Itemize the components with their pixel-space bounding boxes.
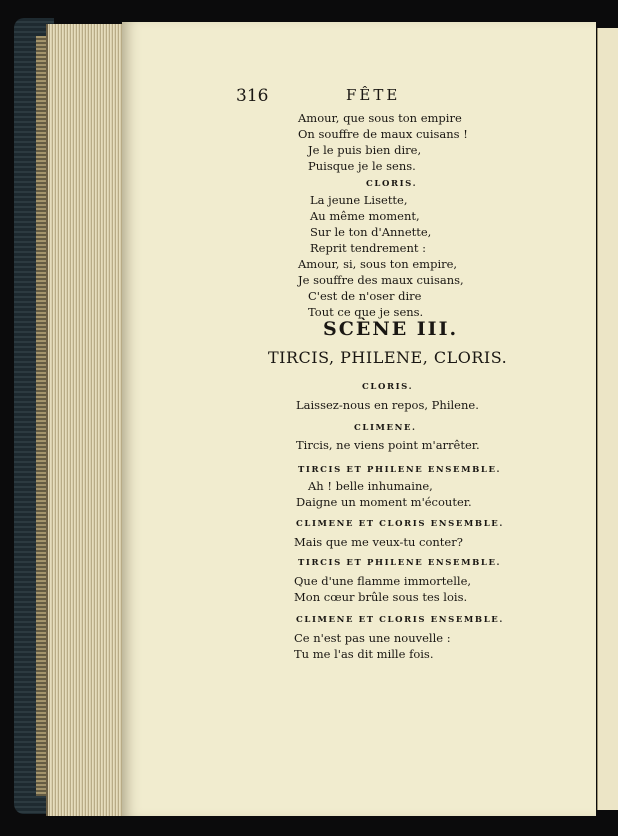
verse-line: Ah ! belle inhumaine, bbox=[308, 479, 433, 493]
verse-line: Mais que me veux-tu conter? bbox=[294, 535, 463, 549]
verse-line: Laissez-nous en repos, Philene. bbox=[296, 398, 479, 412]
spine-gilt-band bbox=[36, 36, 46, 796]
verse-line: Amour, si, sous ton empire, bbox=[298, 257, 458, 271]
verse-line: Amour, que sous ton empire bbox=[298, 111, 462, 125]
page-edges bbox=[46, 24, 128, 816]
verse-line: Tout ce que je sens. bbox=[308, 305, 424, 319]
facing-page-edge bbox=[597, 28, 618, 810]
speaker-label: CLORIS. bbox=[366, 179, 418, 189]
speaker-label: CLIMENE. bbox=[354, 423, 417, 433]
running-head: FÊTE bbox=[346, 86, 401, 104]
page-number: 316 bbox=[236, 86, 269, 106]
verse-line: Mon cœur brûle sous tes lois. bbox=[294, 590, 468, 604]
verse-line: La jeune Lisette, bbox=[310, 193, 408, 207]
verse-line: Puisque je le sens. bbox=[308, 159, 416, 173]
book-page bbox=[122, 22, 596, 816]
verse-line: Tu me l'as dit mille fois. bbox=[294, 647, 434, 661]
speaker-label: CLIMENE ET CLORIS ENSEMBLE. bbox=[296, 615, 504, 625]
speaker-label: CLIMENE ET CLORIS ENSEMBLE. bbox=[296, 519, 504, 529]
scene-heading: SCÈNE III. bbox=[323, 318, 459, 340]
verse-line: Tircis, ne viens point m'arrêter. bbox=[296, 438, 480, 452]
verse-line: Je le puis bien dire, bbox=[308, 143, 422, 157]
verse-line: Daigne un moment m'écouter. bbox=[296, 495, 472, 509]
verse-line: Je souffre des maux cuisans, bbox=[298, 273, 464, 287]
verse-line: Ce n'est pas une nouvelle : bbox=[294, 631, 451, 645]
speaker-label: CLORIS. bbox=[362, 382, 414, 392]
verse-line: Au même moment, bbox=[310, 209, 420, 223]
scene-characters: TIRCIS, PHILENE, CLORIS. bbox=[268, 348, 508, 367]
speaker-label: TIRCIS ET PHILENE ENSEMBLE. bbox=[298, 558, 502, 568]
verse-line: Reprit tendrement : bbox=[310, 241, 427, 255]
verse-line: Sur le ton d'Annette, bbox=[310, 225, 432, 239]
verse-line: On souffre de maux cuisans ! bbox=[298, 127, 468, 141]
speaker-label: TIRCIS ET PHILENE ENSEMBLE. bbox=[298, 465, 502, 475]
verse-line: Que d'une flamme immortelle, bbox=[294, 574, 472, 588]
verse-line: C'est de n'oser dire bbox=[308, 289, 422, 303]
